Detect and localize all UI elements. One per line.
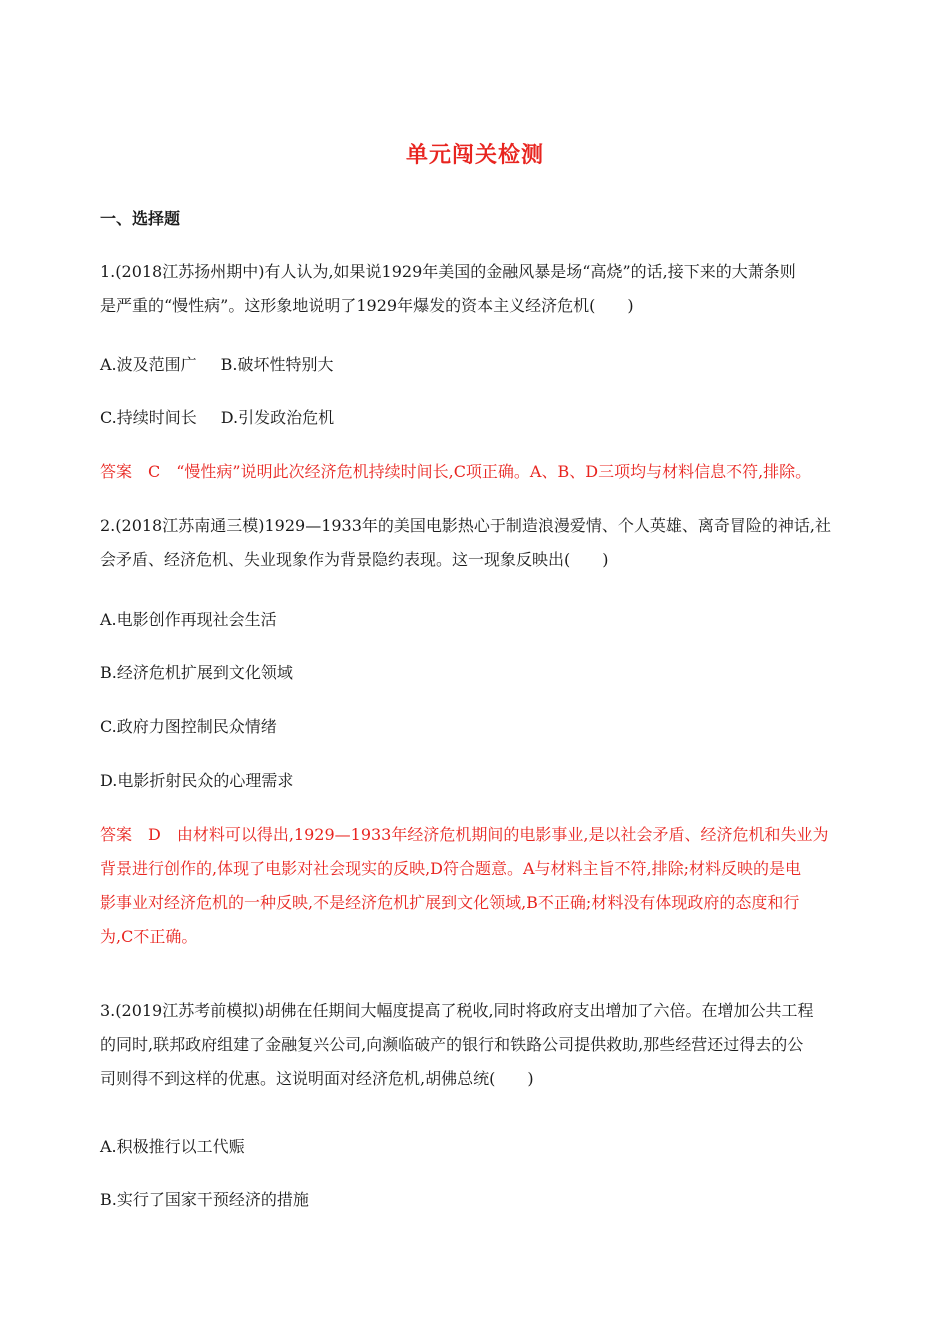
question-2-answer-line-3: 影事业对经济危机的一种反映,不是经济危机扩展到文化领域,B不正确;材料没有体现政府的态度和行: [100, 893, 800, 912]
question-3-line-1: 3.(2019江苏考前模拟)胡佛在任期间大幅度提高了税收,同时将政府支出增加了六倍。在增加公共工程: [100, 1001, 814, 1020]
question-3-option-a: A.积极推行以工代赈: [100, 1137, 245, 1156]
page-title: 单元闯关检测: [405, 143, 544, 168]
question-2-option-d: D.电影折射民众的心理需求: [100, 771, 294, 790]
question-2-option-c: C.政府力图控制民众情绪: [100, 717, 277, 736]
question-1-option-a: A.波及范围广: [100, 355, 197, 374]
question-1-option-d: D.引发政治危机: [220, 408, 335, 427]
question-3: [100, 994, 852, 1096]
question-2-answer-line-4: 为,C不正确。: [100, 927, 198, 946]
question-1-options-row-2: [100, 401, 334, 435]
question-2-answer: [100, 818, 852, 954]
question-1-option-b: B.破坏性特别大: [220, 355, 334, 374]
question-3-line-2: 的同时,联邦政府组建了金融复兴公司,向濒临破产的银行和铁路公司提供救助,那些经营还过得去的公: [100, 1035, 804, 1054]
question-2-line-1: 2.(2018江苏南通三模)1929—1933年的美国电影热心于制造浪漫爱情、个人英雄、离奇冒险的神话,社: [100, 516, 831, 535]
question-3-option-b: B.实行了国家干预经济的措施: [100, 1190, 309, 1209]
question-1-line-2: 是严重的“慢性病”。这形象地说明了1929年爆发的资本主义经济危机( ): [100, 296, 634, 315]
question-2-answer-line-1: 答案 D 由材料可以得出,1929—1933年经济危机期间的电影事业,是以社会矛盾、经济危机和失业为: [100, 825, 829, 844]
question-2-option-b: B.经济危机扩展到文化领域: [100, 663, 293, 682]
question-1-option-c: C.持续时间长: [100, 408, 197, 427]
question-2-line-2: 会矛盾、经济危机、失业现象作为背景隐约表现。这一现象反映出( ): [100, 550, 609, 569]
question-2-option-a: A.电影创作再现社会生活: [100, 610, 277, 629]
section-heading: 一、选择题: [100, 209, 181, 228]
question-1: [100, 255, 852, 323]
question-1-answer: [100, 455, 852, 489]
question-1-line-1: 1.(2018江苏扬州期中)有人认为,如果说1929年美国的金融风暴是场“高烧”的话,接下来的大萧条则: [100, 262, 796, 281]
question-1-options-row-1: [100, 348, 334, 382]
question-2: [100, 509, 852, 577]
question-1-answer-text: 答案 C “慢性病”说明此次经济危机持续时间长,C项正确。A、B、D三项均与材料信息不符,排除。: [100, 462, 812, 481]
question-2-answer-line-2: 背景进行创作的,体现了电影对社会现实的反映,D符合题意。A与材料主旨不符,排除;材料反映的是电: [100, 859, 802, 878]
question-3-line-3: 司则得不到这样的优惠。这说明面对经济危机,胡佛总统( ): [100, 1069, 534, 1088]
